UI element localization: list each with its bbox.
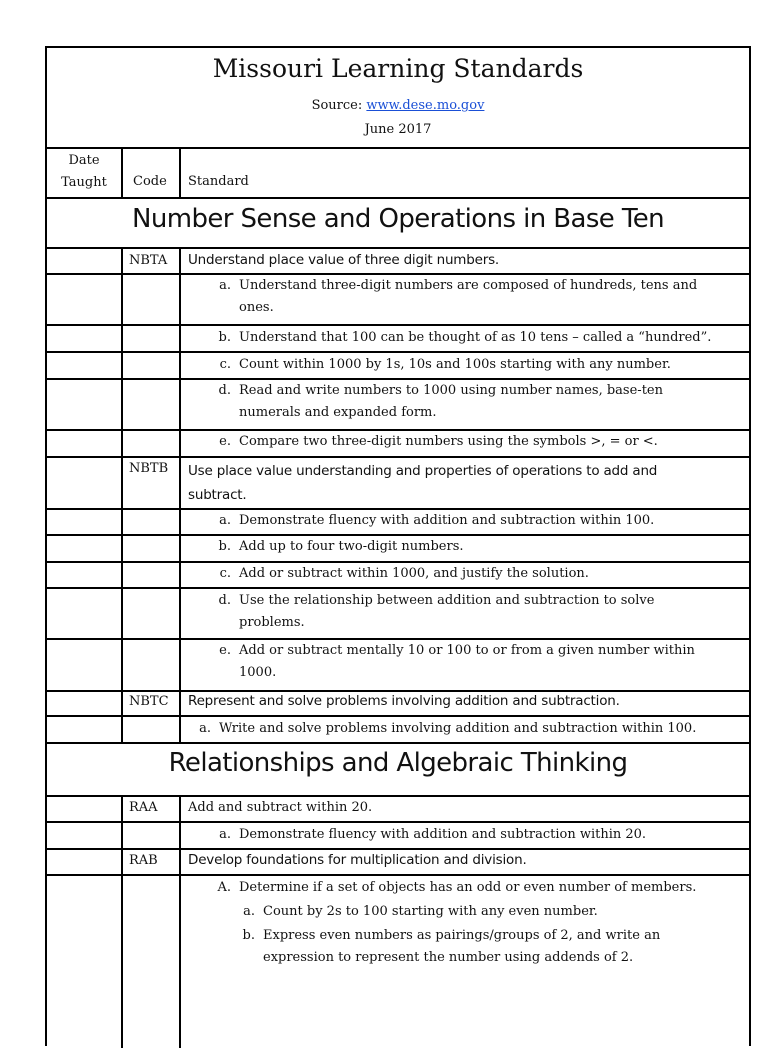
code-nbtc: NBTC [129, 694, 169, 709]
nbta-item-d: d. Read and write numbers to 1000 using number names, base-ten numerals and expanded form. [218, 383, 663, 420]
code-header: Code [133, 174, 167, 189]
source-label: Source: [311, 98, 363, 113]
raa-item-a: a. Demonstrate fluency with addition and subtraction within 20. [219, 827, 647, 842]
column-divider [121, 147, 123, 197]
document-title: Missouri Learning Standards [212, 54, 584, 83]
divider [45, 324, 751, 326]
statement-nbtc: Represent and solve problems involving addition and subtraction. [188, 693, 620, 709]
divider [45, 197, 751, 199]
source-line [47, 98, 749, 113]
statement-nbta: Understand place value of three digit numbers. [188, 252, 500, 268]
column-divider [179, 795, 181, 1048]
column-divider [179, 147, 181, 197]
nbtb-item-a: a. Demonstrate fluency with addition and subtraction within 100. [219, 513, 655, 528]
nbtb-item-d: d. Use the relationship between addition and subtraction to solve problems. [218, 593, 655, 630]
statement-nbtb: Use place value understanding and properties of operations to add and subtract. [188, 463, 658, 503]
nbtb-item-e: e. Add or subtract mentally 10 or 100 to or from a given number within 1000. [219, 643, 695, 680]
divider [45, 874, 751, 876]
divider [45, 587, 751, 589]
divider [45, 247, 751, 249]
statement-raa: Add and subtract within 20. [188, 800, 373, 815]
divider [45, 821, 751, 823]
code-nbtb: NBTB [129, 461, 169, 476]
source-link[interactable]: www.dese.mo.gov [366, 98, 485, 113]
standards-table [45, 46, 751, 1046]
nbta-item-b: b. Understand that 100 can be thought of as 10 tens – called a “hundred”. [218, 330, 712, 345]
column-divider [121, 795, 123, 1048]
code-raa: RAA [129, 800, 158, 815]
divider [45, 715, 751, 717]
divider [45, 147, 751, 149]
divider [45, 742, 751, 744]
nbtb-item-b: b. Add up to four two-digit numbers. [218, 539, 464, 554]
standard-header: Standard [188, 174, 249, 189]
rab-item-A: A. Determine if a set of objects has an odd or even number of members. [217, 880, 697, 895]
nbtc-item-a: a. Write and solve problems involving addition and subtraction within 100. [199, 721, 697, 736]
column-divider [179, 247, 181, 742]
date-taught-header: Date Taught [61, 153, 107, 190]
rab-item-a: a. Count by 2s to 100 starting with any even number. [243, 904, 598, 919]
nbta-item-a: a. Understand three-digit numbers are composed of hundreds, tens and ones. [219, 278, 698, 315]
nbta-item-e: e. Compare two three-digit numbers using the symbols >, = or <. [219, 434, 658, 449]
divider [45, 351, 751, 353]
divider [45, 690, 751, 692]
rab-item-b: b. Express even numbers as pairings/groups of 2, and write an expression to represent the number using addends of 2. [242, 928, 661, 965]
code-rab: RAB [129, 853, 158, 868]
nbtb-item-c: c. Add or subtract within 1000, and justify the solution. [219, 566, 589, 581]
divider [45, 795, 751, 797]
code-nbta: NBTA [129, 253, 168, 268]
section-title-algebraic-thinking: Relationships and Algebraic Thinking [168, 748, 628, 778]
divider [45, 848, 751, 850]
section-title-base-ten: Number Sense and Operations in Base Ten [132, 204, 664, 234]
nbta-item-c: c. Count within 1000 by 1s, 10s and 100s starting with any number. [219, 357, 671, 372]
document-date: June 2017 [364, 122, 432, 137]
divider [45, 456, 751, 458]
statement-rab: Develop foundations for multiplication and division. [188, 852, 527, 868]
column-divider [121, 247, 123, 742]
